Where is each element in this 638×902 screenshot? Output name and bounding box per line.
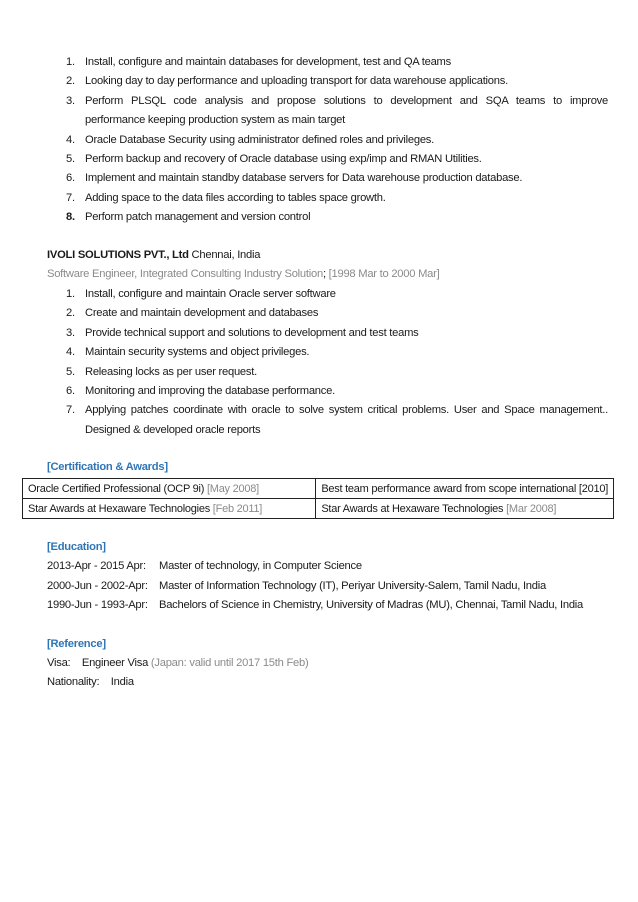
- duties-list-1: [66, 53, 608, 228]
- education-row: 1990-Jun - 1993-Apr: Bachelors of Science in Chemistry, University of Madras (MU), Chennai, Tamil Nadu, India: [47, 599, 584, 611]
- list-item: 1. Install, configure and maintain databases for development, test and QA teams: [66, 56, 451, 68]
- list-item: 2. Create and maintain development and databases: [66, 307, 319, 320]
- list-item: 4. Oracle Database Security using administrator defined roles and privileges.: [66, 133, 435, 146]
- list-item: 8. Perform patch management and version control: [66, 211, 311, 224]
- education-title: [Education]: [47, 541, 106, 553]
- table-row: [23, 479, 614, 499]
- awards-table: [22, 478, 614, 519]
- list-item: 1. Install, configure and maintain Oracle server software: [66, 288, 336, 300]
- role-title: Software Engineer, Integrated Consulting Industry Solution: [47, 268, 323, 280]
- list-item: 4. Maintain security systems and object privileges.: [66, 346, 310, 359]
- education-row: 2013-Apr - 2015 Apr: Master of technology, in Computer Science: [47, 560, 362, 572]
- education-row: 2000-Jun - 2002-Apr: Master of Information Technology (IT), Periyar University-Salem, Tamil Nadu, India: [47, 580, 546, 592]
- table-cell: Star Awards at Hexaware Technologies [Feb 2011]: [23, 499, 316, 519]
- duties-list-2: [66, 285, 608, 440]
- table-cell: Oracle Certified Professional (OCP 9i) [May 2008]: [23, 479, 316, 499]
- list-item: 3. Provide technical support and solutions to development and test teams: [66, 326, 419, 339]
- list-item: 3. Perform PLSQL code analysis and propose solutions to development and SQA teams to improve performance keeping production system as main target: [66, 94, 608, 127]
- company-name: IVOLI SOLUTIONS PVT., Ltd: [47, 249, 189, 261]
- list-item: 5. Releasing locks as per user request.: [66, 365, 257, 378]
- reference-title: [Reference]: [47, 638, 106, 650]
- table-row: [23, 499, 614, 519]
- table-cell: Star Awards at Hexaware Technologies [Mar 2008]: [316, 499, 614, 519]
- list-item: 6. Implement and maintain standby database servers for Data warehouse production database.: [66, 172, 523, 185]
- list-item: 5. Perform backup and recovery of Oracle database using exp/imp and RMAN Utilities.: [66, 153, 482, 166]
- company-location: Chennai, India: [191, 249, 261, 261]
- nationality-row: Nationality: India: [47, 676, 134, 688]
- certification-title: [Certification & Awards]: [47, 461, 168, 473]
- list-item: 7. Adding space to the data files according to tables space growth.: [66, 191, 386, 204]
- role-line: Software Engineer, Integrated Consulting Industry Solution; [1998 Mar to 2000 Mar]: [47, 268, 440, 280]
- role-period: [1998 Mar to 2000 Mar]: [328, 268, 440, 280]
- list-item: 2. Looking day to day performance and uploading transport for data warehouse applications.: [66, 75, 508, 88]
- list-item: 7. Applying patches coordinate with oracle to solve system critical problems. User and Space management.. Designed & developed oracle reports: [66, 404, 608, 436]
- table-cell: Best team performance award from scope international [2010]: [316, 479, 614, 499]
- company-heading: [47, 246, 260, 264]
- visa-row: Visa: Engineer Visa (Japan: valid until 2017 15th Feb): [47, 657, 309, 669]
- list-item: 6. Monitoring and improving the database performance.: [66, 385, 335, 398]
